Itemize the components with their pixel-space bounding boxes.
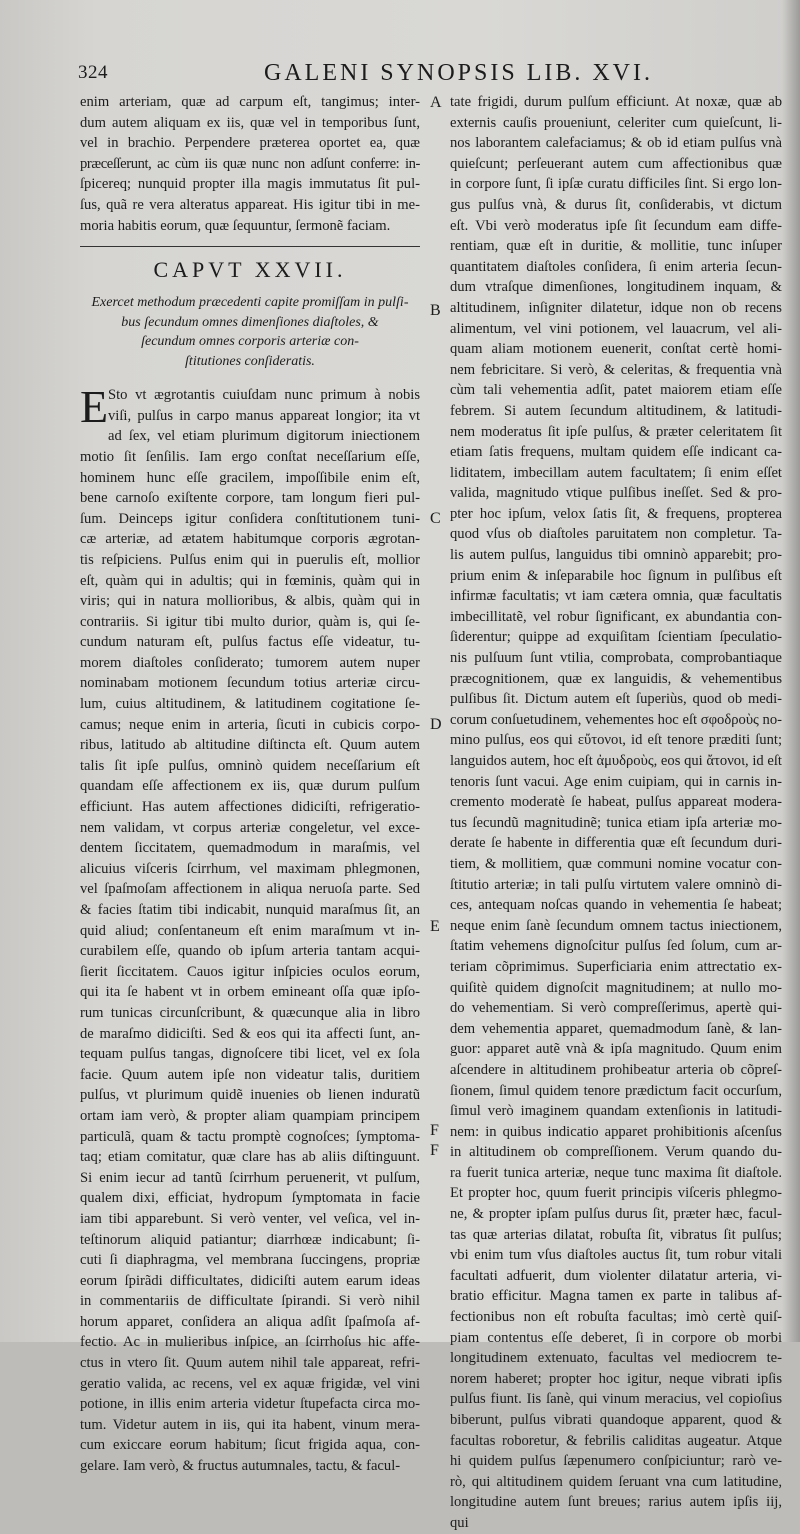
text-line: ces, antequam noſcas quando in vehementia ſe habeat; (450, 897, 782, 914)
text-line: cundum naturam eſt, pulſus factus eſſe videatur, tu- (80, 634, 420, 651)
text-line: tate frigidi, durum pulſum efficiunt. At noxæ, quæ ab (450, 94, 782, 110)
text-line: præcognitionem, quæ ex languidis, & vehementibus (450, 670, 782, 687)
text-line: prium enim & inſeparabile hoc ſignum in pulſibus eſt (450, 567, 782, 584)
text-line: quiſitè quidem dignoſcit magnitudinem; at nullo mo- (450, 979, 782, 996)
text-line: viſi, pulſus in carpo manus appareat longior; ita vt (108, 407, 420, 424)
text-line: quod vſus ob diaſtoles paruitatem non completur. Ta- (450, 526, 782, 543)
text-line: imbecillitatẽ, vel robur ſignificant, ex abundantia con- (450, 608, 782, 625)
text-line: nominabam motionem ſecundum totius arteriæ circu- (80, 675, 420, 692)
text-line: facie. Quum autem ipſe non videatur talis, duritiem (80, 1066, 420, 1083)
text-line: nem moderatus ſit ipſe pulſus, & præter celeritatem ſit (450, 423, 782, 440)
text-line: Si enim iecur ad tantũ ſcirrhum peruenerit, vt pulſum, (80, 1169, 420, 1186)
text-line: Et propter hoc, quum fuerit principis viſceris phlegmo- (450, 1185, 782, 1202)
margin-letter-e: E (430, 918, 440, 935)
margin-letter-b: B (430, 302, 441, 319)
text-line: cùm tali vehementia adſit, patet maiorem etiam eſſe (450, 382, 782, 399)
text-line: altitudinem, inſigniter dilatetur, idque non ob recens (450, 299, 782, 316)
summary-line: ſtitutiones conſideratis. (185, 353, 315, 369)
section-rule (80, 246, 420, 247)
text-line: facultas roboretur, & febrilis caliditas augeatur. Atque (450, 1432, 782, 1449)
text-line: alimentum, vel vini potionem, vel lauacrum, vel ali- (450, 320, 782, 337)
text-line: ſum. Deinceps igitur conſidera conſtitutionem tuni- (80, 510, 420, 527)
text-line: in corpore ſunt, ſi ipſæ curatu difficiles ſint. Si ergo lon- (450, 176, 782, 193)
text-line: quantitatem diaſtoles conſidera, ſi enim arteria ſecun- (450, 258, 782, 275)
text-line: cremento moderatè ſe habeat, pulſus appareat modera- (450, 794, 782, 811)
text-line: bratio efficitur. Magna tamen ex parte in talibus af- (450, 1288, 782, 1305)
text-line: rentiam, quæ eſt in duritie, & mollitie, tunc inſuper (450, 238, 782, 255)
right-column (450, 92, 782, 1534)
text-line: tas quæ arterias dilatat, robuſta ſit, vibratus ſit pulſus; (450, 1226, 782, 1243)
text-line: derate ſe habente in differentia quæ eſt ſecundum duri- (450, 835, 782, 852)
text-line: cum exiccare eorum habitum; ſicut frigida aqua, con- (80, 1437, 420, 1454)
text-line: guor: apparet autẽ vnà & ipſa magnitudo. Quum enim (450, 1041, 782, 1058)
text-line: pulſibus ſit. Dictum autem eſt ſuperiùs, quod ob medi- (450, 691, 782, 708)
chapter-summary (80, 293, 420, 371)
text-line: tum. Videtur autem in iis, qui ita habent, vinum mera- (80, 1416, 420, 1433)
text-line: de maraſmo didiciſti. Sed & eos qui ita affecti ſunt, an- (80, 1025, 420, 1042)
text-line: eſt. Vbi verò moderatus ipſe ſit ſecundum eam diffe- (450, 217, 782, 234)
text-line: & facies ſtatim tibi indicabit, nunquid maraſmus ſit, an (80, 902, 420, 918)
text-line: nem febricitare. Si verò, & celeritas, & frequentia vnà (450, 361, 782, 378)
text-line: ſus, quã re vera alteratus appareat. His igitur tibi in me- (80, 196, 420, 213)
text-line: ſierit ſiccitatem. Cauos igitur inſpicies oculos eorum, (80, 963, 420, 980)
text-line: taq; etiam comitatur, quæ clare has ab aliis diſtinguunt. (80, 1149, 420, 1166)
margin-letter-f: F (430, 1122, 439, 1139)
running-head: GALENI SYNOPSIS LIB. XVI. (264, 60, 654, 86)
text-line: cuti ſi diaphragma, vel membrana ſuccingens, propriæ (80, 1252, 420, 1269)
text-line: qualem dixi, efficiat, hydropum ſymptomata in facie (80, 1190, 420, 1207)
text-line: pulſus fiunt. Iis ſanè, qui vinum meracius, vel copioſius (450, 1391, 782, 1408)
text-line: nem validam, vt corpus arteriæ congeletur, vel exce- (80, 819, 420, 836)
text-line: vbi enim tum vſus diaſtoles auctus ſit, tum robur vitali (450, 1247, 782, 1264)
text-line: vel ſpaſmoſam affectionem in aliqua neruoſa parte. Sed (80, 881, 420, 898)
text-line: quieſcunt; perſeuerant autem cum affectionibus quæ (450, 155, 782, 172)
text-line: ſimul verò imaginem quandam extenſionis in latitudi- (450, 1103, 782, 1120)
text-line: languidos autem, hoc eſt ἀμυδροὺς, eos qui ἄτονοι, id eſt (450, 753, 782, 769)
text-line: aſcendere in altitudinem prohibeatur arteria ob cõpreſ- (450, 1061, 782, 1078)
text-line: præceſſerunt, ac cùm iis quæ nunc non adſunt conferre: in- (80, 155, 420, 172)
text-line: etiam ſatis frequens, multam quidem eſſe indicant ca- (450, 444, 782, 461)
text-line: longitudinem extenuato, facultas vel mediocrem te- (450, 1350, 782, 1367)
text-line: tequam pulſus tangas, dignoſcere tibi licet, vel ex ſola (80, 1046, 420, 1063)
text-line: gelare. Iam verò, & fructus autumnales, tactu, & facul- (80, 1458, 401, 1475)
text-line: horum apparet, conſidera an aliqua adſit ſpaſmoſa af- (80, 1313, 420, 1330)
summary-line: ſecundum omnes corporis arteriæ con- (141, 334, 359, 350)
text-line: do vehementiam. Si verò compreſſerimus, apertè qui- (450, 1000, 782, 1017)
text-line: externis cauſis proueniunt, celeriter cum quieſcunt, li- (450, 114, 782, 131)
text-line: morem diaſtoles conſiderato; tumorem autem nuper (80, 654, 420, 671)
chapter-title: CAPVT XXVII. (153, 257, 347, 283)
margin-letter-f-2: F (430, 1142, 439, 1159)
margin-letter-d: D (430, 716, 442, 733)
text-line: nis pulſuum ſunt vtilia, comprobata, comprobantiaque (450, 650, 782, 667)
text-line: pter hoc ipſum, velox ſatis ſit, & frequens, propterea (450, 505, 782, 522)
text-line: ſtitutio arteriæ; in tali pulſu virtutem valere omninò di- (450, 876, 782, 893)
text-line: tus ſecundũ magnitudinẽ; tunica etiam ipſa arteriæ mo- (450, 814, 782, 831)
text-line: lum, cuius altitudinem, & latitudinem cogitatione ſe- (80, 696, 420, 713)
margin-letter-a: A (430, 94, 442, 111)
text-line: ctus in vtero ſit. Quum autem nihil tale appareat, refri- (80, 1355, 420, 1372)
text-line: tis reſpiciens. Pulſus enim qui in puerulis eſt, mollior (80, 551, 420, 568)
text-line: viris; qui in natura mollioribus, & albis, quàm qui in (80, 593, 420, 610)
text-line: ſtatim vehemens dignoſcitur pulſus ſed ſolum, cum ar- (450, 938, 782, 955)
text-line: quam aliam motionem euenerit, conſtat certè homi- (450, 341, 782, 358)
text-line: ad ſex, vel etiam plurimum digitorum iniectionem (108, 428, 420, 445)
text-line: dum vtraſque dimenſiones, longitudinem inquam, & (450, 279, 782, 296)
text-line: potione, in illis enim arteria videtur ſtupefacta circa mo- (80, 1396, 420, 1413)
text-line: vel in brachio. Perpendere præterea oportet ea, quæ (80, 135, 420, 152)
text-line: quandam eſſe affectionem ex iis, quæ durum pulſum (80, 778, 420, 795)
text-line: camus; neque enim in arteria, ſicuti in cubicis corpo- (80, 716, 420, 733)
text-line: Sto vt ægrotantis cuiuſdam nunc primum à nobis (108, 387, 420, 404)
text-line: talis ſit ipſe pulſus, omninò quidem neceſſarium eſt (80, 757, 420, 774)
margin-letter-c: C (430, 510, 441, 527)
text-line: corum conſuetudinem, vehementes hoc eſt σφοδροὺς no- (450, 711, 782, 728)
text-line: infirmæ facultatis; vt iam cætera omnia, quæ facultatis (450, 588, 782, 605)
text-line: bene carnoſo exiſtente corpore, tam longum fieri pul- (80, 490, 420, 507)
text-line: eorum ſpirãdi difficultates, didiciſti autem earum ideas (80, 1272, 420, 1289)
text-line: dum autem aliquam ex iis, quæ vel in temporibus ſunt, (80, 114, 420, 131)
text-line: neque enim ſanè ſecundum omnem tactus iniectionem, (450, 917, 782, 934)
intro-paragraph (80, 92, 420, 236)
text-line: ra fuerit tunica arteriæ, neque tunc maxima ſit diaſtole. (450, 1164, 782, 1181)
text-line: teriam cõprimimus. Superficiaria enim attrectatio ex- (450, 958, 782, 975)
text-line: febrem. Si autem ſecundum altitudinem, & latitudi- (450, 402, 782, 419)
text-line: curabilem eſſe, quando ob ipſum arteria tantam acqui- (80, 943, 420, 960)
text-line: teſtinorum aliquid patiantur; diarrhœæ indicabunt; ſi- (80, 1231, 420, 1248)
drop-cap-initial: E (80, 381, 109, 433)
text-line: gus pulſus vnà, & durus ſit, conſiderabis, vt dictum (450, 196, 782, 213)
text-line: particulã, quam & tactu promptè cognoſces; ſymptoma- (80, 1128, 420, 1145)
chapter-body (80, 381, 420, 1476)
page-edge-shadow (782, 0, 800, 1342)
text-line: eſt, quàm qui in adultis; qui in fœminis, quàm qui in (80, 572, 420, 589)
text-line: ſiderentur; quippe ad exquiſitam ſcientiam ſpeculatio- (450, 629, 782, 646)
text-line: contrariis. Si igitur tibi multo durior, quàm is, qui ſe- (80, 613, 420, 630)
text-line: enim arteriam, quæ ad carpum eſt, tangimus; inter- (80, 94, 420, 110)
text-line: facultati adfuerit, dum violenter dilatatur arteria, vi- (450, 1267, 782, 1284)
text-line: longitudine autem ſunt breues; rarius autem ipſis iij, (450, 1494, 782, 1511)
text-line: ortam iam verò, & propter aliam quampiam principem (80, 1107, 420, 1124)
text-line: hominem hunc eſſe gracilem, impoſſibile enim eſt, (80, 469, 420, 486)
text-line: mino pulſus, eos qui εὔτονοι, id eſt tenore præditi ſunt; (450, 732, 782, 749)
text-line: ne, & propter ipſam pulſus durus ſit, præter hæc, facul- (450, 1206, 782, 1223)
summary-line: bus ſecundum omnes dimenſiones diaſtoles, & (121, 314, 379, 330)
text-line: qui (450, 1514, 469, 1531)
text-line: dem vehementia apparet, quemadmodum ſanè, & lan- (450, 1020, 782, 1037)
page-number: 324 (78, 62, 108, 83)
right-body-text (450, 92, 782, 1534)
text-line: moria habitis eorum, quæ ſequuntur, ſermonẽ faciam. (80, 217, 391, 234)
left-column (80, 92, 420, 1477)
text-line: norem haberet; propter hoc igitur, neque vibrati ipſis (450, 1370, 782, 1387)
text-line: motio ſit ſenſilis. Iam ergo conſtat neceſſarium eſſe, (80, 448, 420, 465)
text-line: rum tunicas circunſcribunt, & quæcunque alia in libro (80, 1004, 420, 1021)
text-line: nem: in quibus indicatio apparet prohibitionis aſcenſus (450, 1123, 782, 1140)
text-line: efficiunt. Has autem affectiones didiciſti, refrigeratio- (80, 799, 420, 816)
text-line: dentem ſiccitatem, quemadmodum in maraſmis, vel (80, 840, 420, 857)
text-line: iam tibi apparebunt. Si verò venter, vel veſica, vel in- (80, 1210, 420, 1227)
text-line: tenoris ſunt vacui. Age enim cuipiam, qui in carnis in- (450, 773, 782, 790)
text-line: lis autem pulſus, languidus tibi omninò apparebit; pro- (450, 547, 782, 564)
text-line: alicuius viſceris ſcirrhum, vel maximam phlegmonen, (80, 860, 420, 877)
text-line: ſpicereq; nunquid propter illa magis immutatus ſit pul- (80, 176, 420, 193)
text-line: geratio valida, ac recens, vel ex aquæ frigidæ, vel vini (80, 1375, 420, 1392)
text-line: quid aliud; conſentaneum eſt enim maraſmum vt in- (80, 922, 420, 939)
page-header (78, 58, 758, 90)
text-line: valida, magnitudo vtique pulſibus ineſſet. Sed & pro- (450, 485, 782, 502)
text-line: tiem, & mollitiem, quæ communi nomine vocatur con- (450, 855, 782, 872)
text-line: ribus, latitudo ab altitudine diſtincta eſt. Quum autem (80, 737, 420, 754)
text-line: rò, qui altitudinem quidem ſeruant vna cum latitudine, (450, 1473, 782, 1490)
text-line: liditatem, imbecillam autem facultatem; ſi enim eſſet (450, 464, 782, 481)
text-line: biberunt, pulſus vibrati quandoque apparent, quod & (450, 1412, 782, 1428)
text-line: fectionibus non eſt robuſta facultas; imò certè quiſ- (450, 1309, 782, 1326)
text-line: nos laborantem calefaciamus; & ob id etiam pulſus vnà (450, 135, 782, 152)
text-line: piam contentus eſſe deberet, ſi in corpore ob morbi (450, 1329, 782, 1346)
text-line: fectio. Ac in mulieribus inſpice, an ſcirrhoſus hic affe- (80, 1334, 420, 1351)
summary-line: Exercet methodum præcedenti capite promiſſam in pulſi- (91, 295, 409, 311)
text-line: pulſus, vt plurimum quidẽ inuenies ob lienen induratũ (80, 1087, 420, 1104)
text-line: cæ arteriæ, ad ætatem habitumque corporis ægrotan- (80, 531, 420, 548)
text-line: qui ita ſe habent vt in orbem emineant oſſa quæ ipſo- (80, 984, 420, 1001)
text-line: in commentariis de difficultate ſpirandi. Si verò nihil (80, 1293, 420, 1310)
text-line: in altitudinem ob compreſſionem. Verum quando du- (450, 1144, 782, 1161)
text-line: ſionem, ſimul quidem tenore prædictum facit occurſum, (450, 1082, 782, 1099)
text-line: hi quidem pulſus ſæpenumero conſpiciuntur; rarò ve- (450, 1453, 782, 1470)
